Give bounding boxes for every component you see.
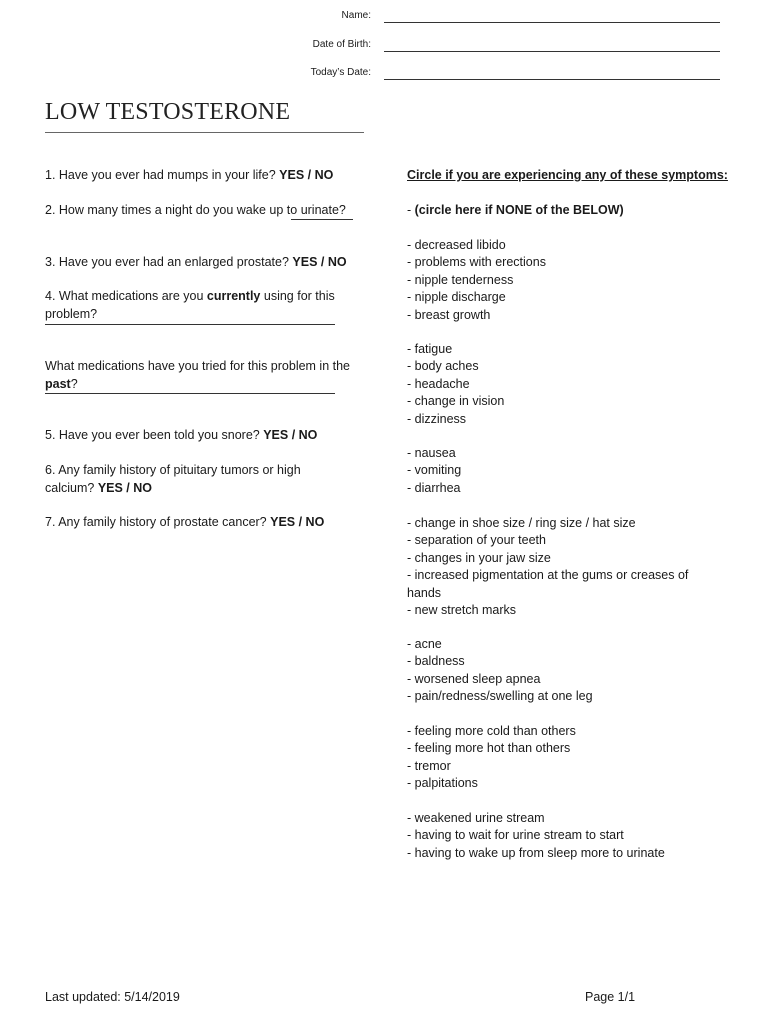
question-6-text: 6. Any family history of pituitary tumors or high calcium? [45,463,301,495]
question-4-answer-line[interactable] [45,324,335,325]
symptom-item[interactable]: - change in vision [407,394,505,409]
question-5 [45,426,375,444]
symptom-item[interactable]: - nipple tenderness [407,272,514,287]
symptom-item[interactable]: - changes in your jaw size [407,550,551,565]
question-4b-text-a: What medications have you tried for this problem in the [45,359,351,373]
symptom-item[interactable]: - decreased libido [407,238,506,252]
symptoms-heading: Circle if you are experiencing any of these symptoms: [407,168,728,182]
symptom-item[interactable]: - palpitations [407,776,478,791]
symptoms-none-label: (circle here if NONE of the BELOW) [414,203,624,217]
symptom-group-4 [407,515,707,619]
name-field[interactable] [250,10,720,30]
symptom-item[interactable]: - dizziness [407,411,467,426]
question-6-options[interactable]: YES / NO [97,481,152,495]
question-4-text-a: 4. What medications are you [45,289,207,303]
symptom-group-1 [407,237,717,324]
page-number: Page 1/1 [585,990,636,1004]
question-7 [45,513,375,531]
symptom-item[interactable]: - headache [407,376,470,391]
question-4 [45,287,350,323]
today-label: Today’s Date: [310,67,371,78]
symptom-item[interactable]: - acne [407,637,442,651]
question-1 [45,166,375,184]
symptom-item[interactable]: - baldness [407,654,465,669]
symptom-item[interactable]: - tremor [407,758,451,773]
question-4b-text-c: ? [70,377,78,391]
symptom-item[interactable]: - body aches [407,359,479,374]
today-line[interactable] [384,79,720,80]
question-5-options[interactable]: YES / NO [263,428,318,442]
symptom-item[interactable]: - vomiting [407,463,462,478]
question-2-text: 2. How many times a night do you wake up to urinate? [45,203,346,217]
title-divider [45,132,364,133]
question-7-options[interactable]: YES / NO [270,515,325,529]
dob-field[interactable] [250,39,720,59]
symptom-item[interactable]: - nipple discharge [407,290,506,305]
question-6 [45,461,335,497]
question-3-options[interactable]: YES / NO [292,255,347,269]
symptom-group-2 [407,341,717,428]
question-2 [45,201,375,219]
today-field[interactable] [250,67,720,87]
last-updated: Last updated: 5/14/2019 [45,990,180,1004]
dob-line[interactable] [384,51,720,52]
symptom-item[interactable]: - breast growth [407,307,491,322]
question-1-text: 1. Have you ever had mumps in your life? [45,168,276,182]
symptom-group-6 [407,723,717,793]
question-4-text-c: using for this problem? [45,289,335,321]
symptom-item[interactable]: - pain/redness/swelling at one leg [407,689,593,704]
symptom-item[interactable]: - separation of your teeth [407,533,546,548]
question-3-text: 3. Have you ever had an enlarged prostate? [45,255,289,269]
symptom-group-5 [407,636,717,706]
symptom-item[interactable]: - increased pigmentation at the gums or creases of hands [407,568,689,600]
symptom-item[interactable]: - nausea [407,446,456,460]
symptom-item[interactable]: - problems with erections [407,255,546,270]
question-4b-answer-line[interactable] [45,393,335,394]
symptom-item[interactable]: - having to wake up from sleep more to urinate [407,845,665,860]
symptoms-none-prefix: - [407,203,415,217]
question-4b [45,357,370,393]
name-line[interactable] [384,22,720,23]
symptom-item[interactable]: - worsened sleep apnea [407,671,541,686]
question-1-options[interactable]: YES / NO [279,168,334,182]
symptom-item[interactable]: - feeling more cold than others [407,724,576,738]
question-5-text: 5. Have you ever been told you snore? [45,428,260,442]
symptom-group-3 [407,445,717,497]
question-4-emphasis: currently [206,289,261,303]
question-4b-emphasis: past [45,377,71,391]
question-7-text: 7. Any family history of prostate cancer? [45,515,267,529]
symptom-item[interactable]: - new stretch marks [407,603,517,618]
symptom-group-7 [407,810,717,862]
symptom-item[interactable]: - feeling more hot than others [407,741,571,756]
question-2-answer-line[interactable] [291,219,353,220]
question-3 [45,253,375,271]
dob-label: Date of Birth: [312,39,371,50]
symptoms-none-option[interactable] [407,203,624,217]
symptom-item[interactable]: - fatigue [407,342,453,356]
page-title: LOW TESTOSTERONE [45,99,291,125]
symptom-item[interactable]: - weakened urine stream [407,811,545,825]
symptom-item[interactable]: - diarrhea [407,480,461,495]
symptom-item[interactable]: - having to wait for urine stream to start [407,828,624,843]
name-label: Name: [341,10,371,21]
symptom-item[interactable]: - change in shoe size / ring size / hat size [407,516,636,530]
